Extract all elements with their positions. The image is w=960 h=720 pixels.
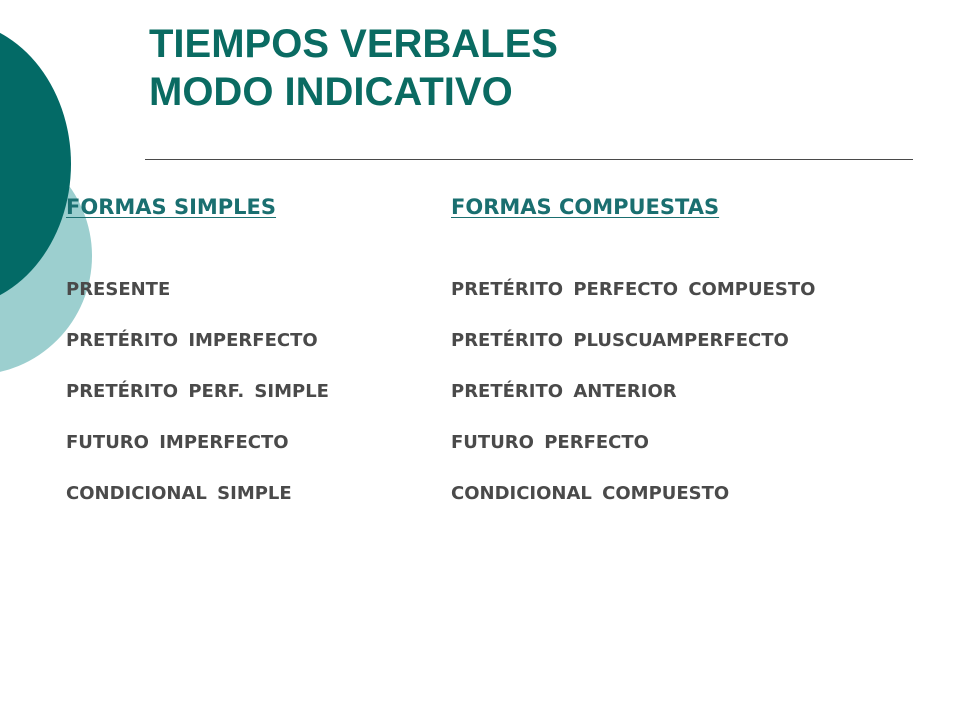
title-divider xyxy=(145,159,913,160)
compound-forms-list xyxy=(451,277,815,532)
simple-forms-list xyxy=(66,277,329,532)
list-item: PRETÉRITO PERFECTO COMPUESTO xyxy=(451,279,816,300)
list-item: PRETÉRITO IMPERFECTO xyxy=(66,330,318,351)
compound-forms-column xyxy=(451,192,815,532)
compound-forms-header-link[interactable]: FORMAS COMPUESTAS xyxy=(451,195,720,219)
title-line-1: TIEMPOS VERBALES xyxy=(149,22,558,66)
simple-forms-header-link[interactable]: FORMAS SIMPLES xyxy=(66,195,277,219)
slide-title xyxy=(149,20,909,116)
list-item: PRESENTE xyxy=(66,279,171,300)
list-item: PRETÉRITO ANTERIOR xyxy=(451,381,677,402)
list-item: PRETÉRITO PLUSCUAMPERFECTO xyxy=(451,330,789,351)
simple-forms-column xyxy=(66,192,329,532)
list-item: PRETÉRITO PERF. SIMPLE xyxy=(66,381,329,402)
list-item: FUTURO IMPERFECTO xyxy=(66,432,289,453)
title-line-2: MODO INDICATIVO xyxy=(149,70,513,114)
list-item: FUTURO PERFECTO xyxy=(451,432,649,453)
list-item: CONDICIONAL SIMPLE xyxy=(66,483,292,504)
list-item: CONDICIONAL COMPUESTO xyxy=(451,483,730,504)
